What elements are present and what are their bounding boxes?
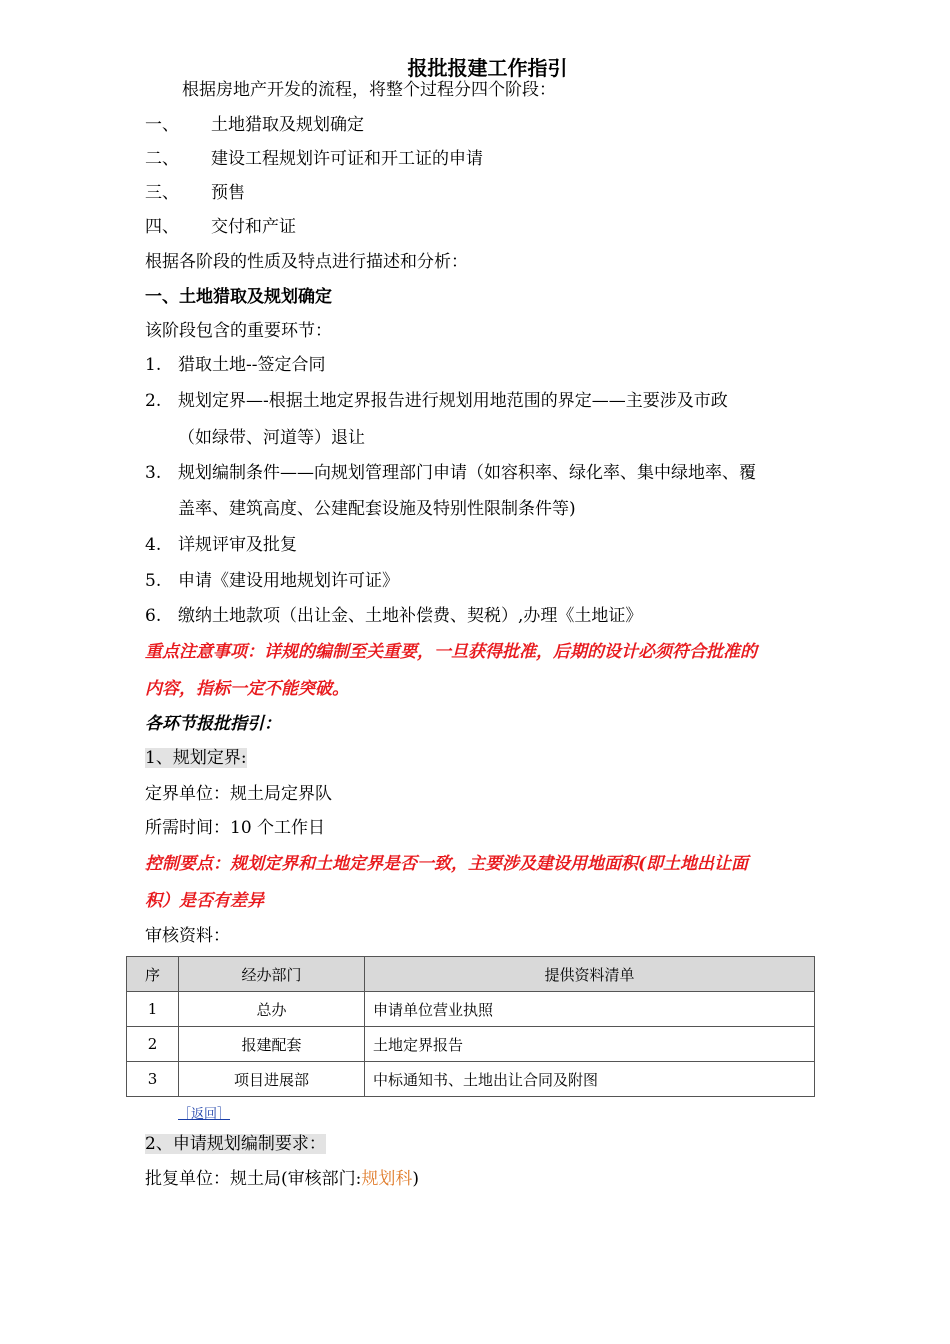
table-cell: 总办: [179, 992, 365, 1027]
step-num: 5.: [145, 571, 162, 591]
step-item-5: [145, 570, 399, 592]
step-num: 4.: [145, 535, 162, 555]
analysis-intro: 根据各阶段的性质及特点进行描述和分析：: [145, 252, 468, 272]
table-header-cell: 序: [127, 957, 179, 992]
step-item-2-continued: （如绿带、河道等）退让: [178, 428, 365, 448]
guide-heading: 各环节报批指引：: [145, 714, 281, 734]
step-text: 申请《建设用地规划许可证》: [178, 571, 399, 591]
stage-label: 预售: [211, 183, 245, 203]
step-item-3: [145, 462, 756, 484]
stage-label: 建设工程规划许可证和开工证的申请: [211, 149, 483, 169]
step-item-6: [145, 605, 642, 627]
key-note-line-1: 重点注意事项：详规的编制至关重要，一旦获得批准，后期的设计必须符合批准的: [145, 642, 757, 662]
step-item-1: [145, 354, 326, 376]
step-num: 6.: [145, 606, 162, 626]
step-num: 2.: [145, 391, 162, 411]
step-text: 规划定界—-根据土地定界报告进行规划用地范围的界定——主要涉及市政: [178, 391, 728, 411]
step-text: 详规评审及批复: [178, 535, 297, 555]
item1-heading: [145, 747, 247, 769]
step-text: 缴纳土地款项（出让金、土地补偿费、契税）,办理《土地证》: [178, 606, 643, 626]
table-header-row: [127, 957, 815, 992]
item2-heading-text: 2、申请规划编制要求：: [145, 1134, 326, 1154]
audit-materials-table: [126, 956, 815, 1097]
item2-unit-dept: 规划科: [361, 1169, 413, 1189]
item2-unit-suffix: ): [412, 1169, 419, 1189]
table-cell: 申请单位营业执照: [365, 992, 815, 1027]
stage-item-1: [145, 114, 364, 136]
table-header-cell: 提供资料清单: [365, 957, 815, 992]
step-item-3-continued: 盖率、建筑高度、公建配套设施及特别性限制条件等): [178, 499, 576, 519]
table-cell: 项目进展部: [179, 1062, 365, 1097]
stage-label: 交付和产证: [211, 217, 296, 237]
table-cell: 土地定界报告: [365, 1027, 815, 1062]
item2-unit: [145, 1168, 419, 1190]
stage-num: 四、: [145, 217, 179, 237]
step-num: 1.: [145, 355, 162, 375]
step-text: 猎取土地--签定合同: [178, 355, 326, 375]
stage-item-3: [145, 182, 245, 204]
stage-num: 二、: [145, 149, 179, 169]
table-cell: 3: [127, 1062, 179, 1097]
step-num: 3.: [145, 463, 162, 483]
stage-label: 土地猎取及规划确定: [211, 115, 364, 135]
audit-label: 审核资料：: [145, 926, 230, 946]
item2-heading: [145, 1133, 326, 1155]
step-text: 规划编制条件——向规划管理部门申请（如容积率、绿化率、集中绿地率、覆: [178, 463, 756, 483]
table-row: [127, 1062, 815, 1097]
item1-unit: 定界单位：规土局定界队: [145, 784, 332, 804]
table-cell: 中标通知书、土地出让合同及附图: [365, 1062, 815, 1097]
section1-subheading: 该阶段包含的重要环节：: [145, 321, 332, 341]
document-title: 报批报建工作指引: [407, 56, 568, 80]
control-point-line-1: 控制要点：规划定界和土地定界是否一致，主要涉及建设用地面积(即土地出让面: [145, 854, 749, 874]
stage-num: 三、: [145, 183, 179, 203]
step-item-2: [145, 390, 728, 412]
stage-item-4: [145, 216, 296, 238]
control-point-line-2: 积）是否有差异: [145, 891, 264, 911]
table-cell: 报建配套: [179, 1027, 365, 1062]
stage-item-2: [145, 148, 483, 170]
table-header-cell: 经办部门: [179, 957, 365, 992]
table-cell: 2: [127, 1027, 179, 1062]
table-cell: 1: [127, 992, 179, 1027]
table-row: [127, 992, 815, 1027]
item1-heading-text: 1、规划定界:: [145, 748, 247, 768]
step-item-4: [145, 534, 297, 556]
item2-unit-prefix: 批复单位：规土局(审核部门:: [145, 1169, 362, 1189]
table-row: [127, 1027, 815, 1062]
stage-num: 一、: [145, 115, 179, 135]
back-link[interactable]: ［返回］: [178, 1107, 231, 1122]
intro-text: 根据房地产开发的流程，将整个过程分四个阶段：: [182, 80, 556, 100]
item1-time: 所需时间：10 个工作日: [145, 818, 326, 838]
section1-heading: 一、土地猎取及规划确定: [145, 287, 332, 307]
key-note-line-2: 内容，指标一定不能突破。: [145, 679, 349, 699]
